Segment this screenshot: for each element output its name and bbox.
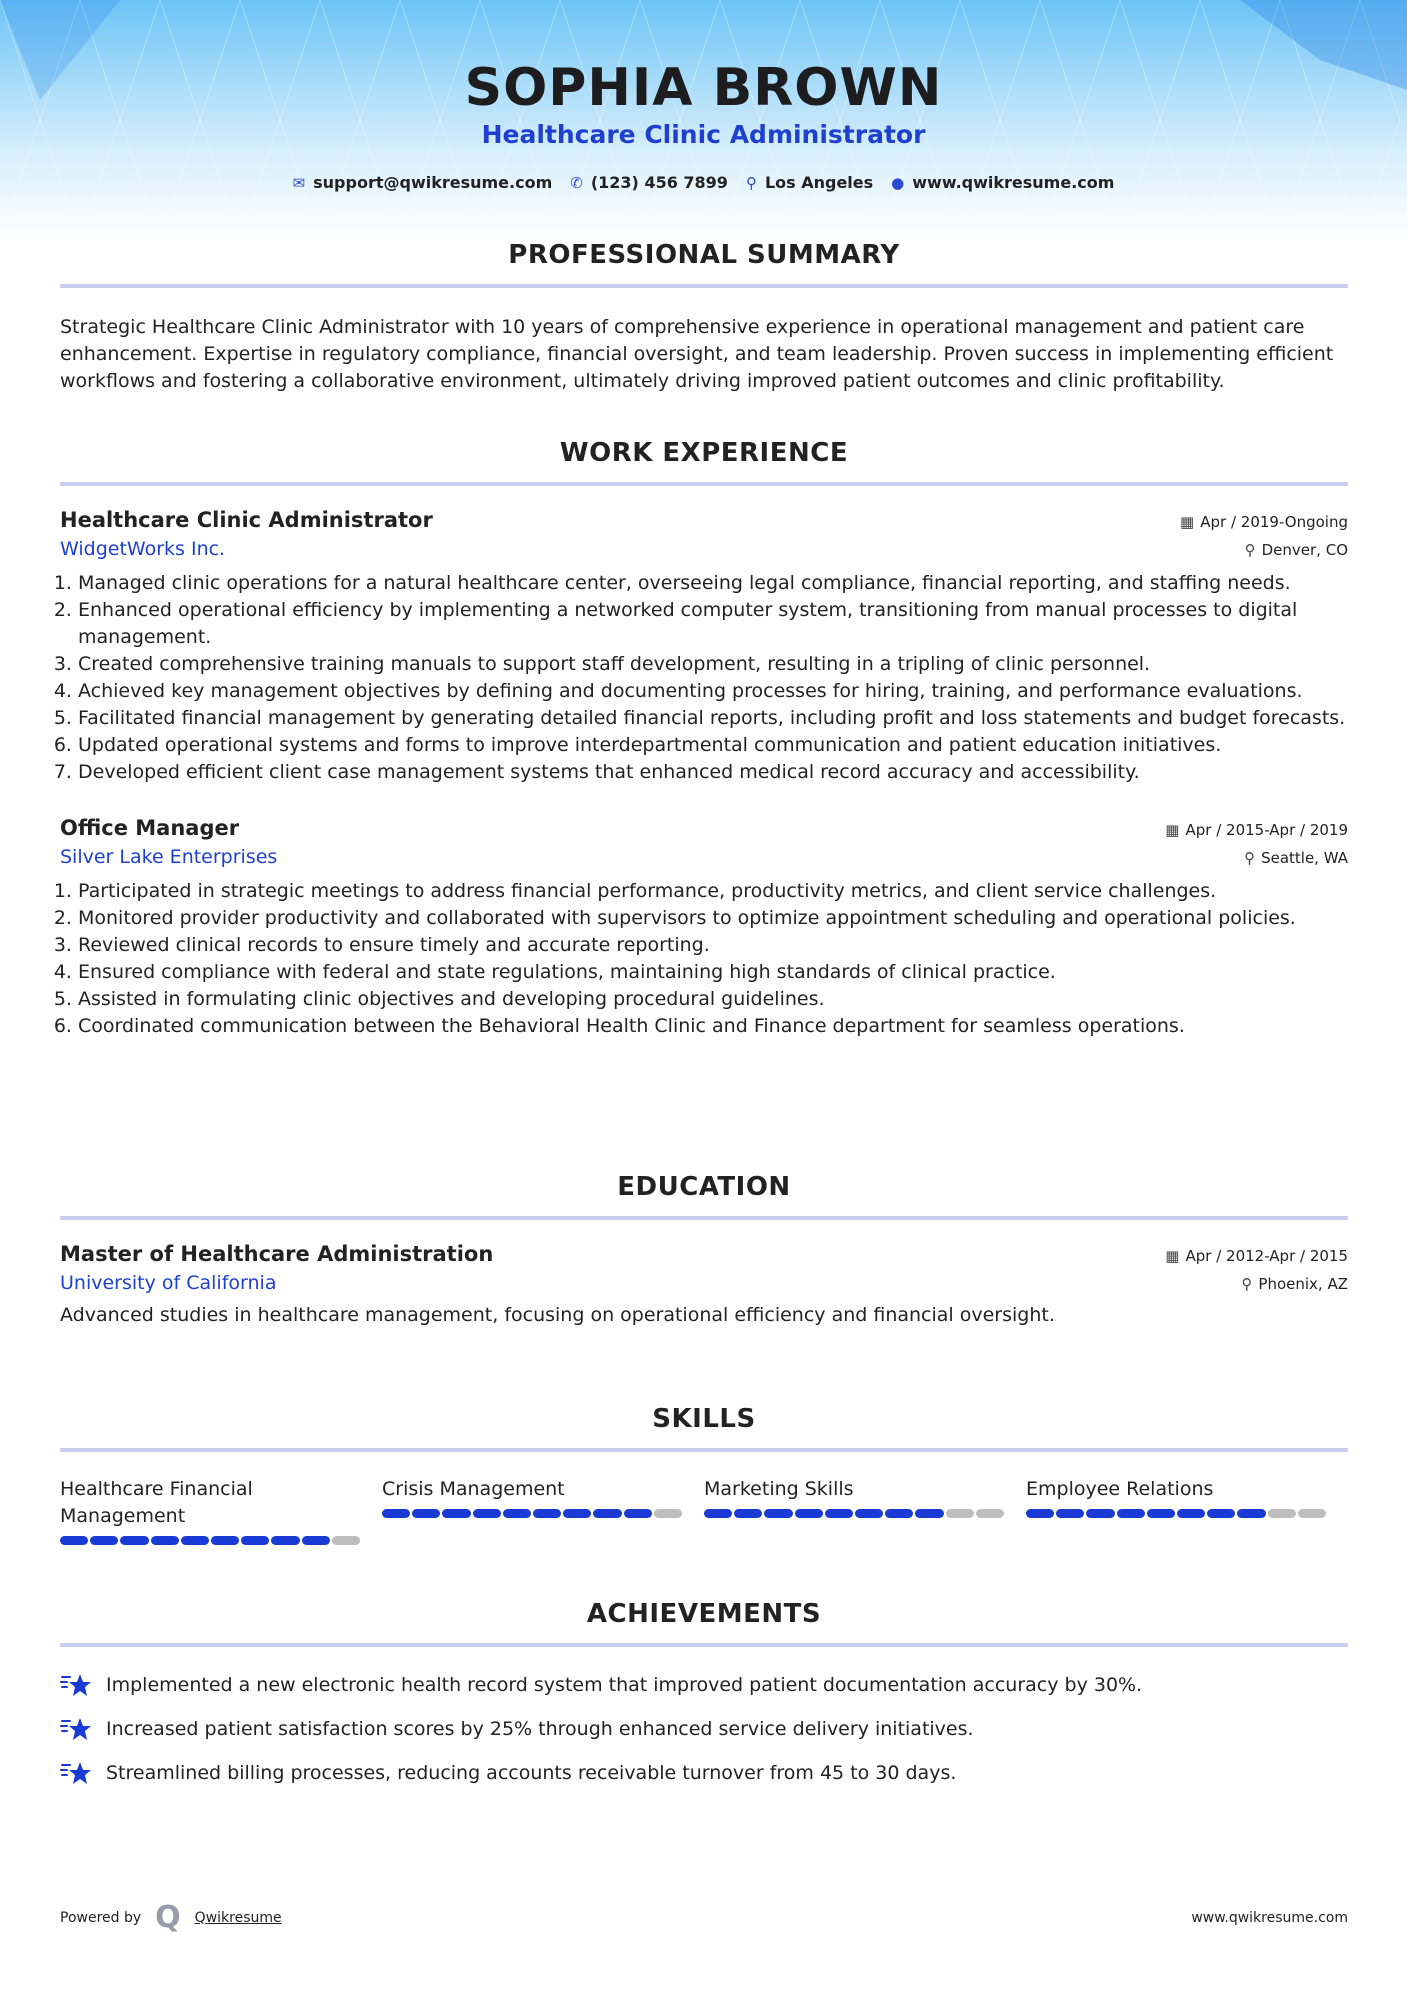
bullet-item: 4. Ensured compliance with federal and state regulations, maintaining high standards of clinical practice. xyxy=(78,959,1348,986)
skill-level-segment xyxy=(1086,1509,1114,1518)
candidate-name: SOPHIA BROWN xyxy=(464,58,943,118)
skill-level-segment xyxy=(473,1509,501,1518)
skill-level-segment xyxy=(946,1509,974,1518)
skills-section xyxy=(60,1404,1348,1545)
job-entry xyxy=(60,508,1348,786)
qwikresume-link[interactable]: Qwikresume xyxy=(194,1909,282,1926)
skill-level-segment xyxy=(885,1509,913,1518)
skill-item xyxy=(382,1476,704,1545)
skill-level-segment xyxy=(503,1509,531,1518)
skill-level-bar xyxy=(382,1509,682,1518)
skill-level-segment xyxy=(120,1536,148,1545)
achievement-text: Implemented a new electronic health record system that improved patient documentation accuracy by 30%. xyxy=(106,1674,1143,1696)
skill-level-segment xyxy=(1298,1509,1326,1518)
skill-level-segment xyxy=(563,1509,591,1518)
envelope-icon: ✉ xyxy=(292,174,306,192)
bullet-item: 1. Managed clinic operations for a natural healthcare center, overseeing legal compliance, financial reporting, and staffing needs. xyxy=(78,570,1348,597)
achievement-item xyxy=(60,1707,1348,1751)
skill-level-segment xyxy=(1268,1509,1296,1518)
skill-name: Healthcare Financial Management xyxy=(60,1478,253,1527)
section-divider xyxy=(60,1643,1348,1647)
header-banner xyxy=(0,0,1407,240)
education-section xyxy=(60,1172,1348,1329)
job-title: Office Manager xyxy=(60,816,240,840)
bullet-item: 5. Facilitated financial management by generating detailed financial reports, including profit and loss statements and budget forecasts. xyxy=(78,705,1348,732)
star-icon xyxy=(60,1715,92,1743)
phone-icon: ✆ xyxy=(570,174,583,192)
pin-icon: ⚲ xyxy=(1244,849,1256,867)
map-marker-icon: ⚲ xyxy=(745,174,757,192)
school: University of California xyxy=(60,1272,277,1294)
footer-website[interactable]: www.qwikresume.com xyxy=(1191,1909,1348,1926)
skill-level-segment xyxy=(412,1509,440,1518)
company-name: Silver Lake Enterprises xyxy=(60,846,278,868)
job-entry xyxy=(60,816,1348,1040)
skill-item xyxy=(1026,1476,1348,1545)
job-bullets xyxy=(60,878,1348,1040)
skill-name: Crisis Management xyxy=(382,1478,565,1500)
section-heading: EDUCATION xyxy=(617,1172,791,1202)
skill-level-segment xyxy=(624,1509,652,1518)
bullet-item: 6. Coordinated communication between the Behavioral Health Clinic and Finance department for seamless operations. xyxy=(78,1013,1348,1040)
section-divider xyxy=(60,1216,1348,1220)
pin-icon: ⚲ xyxy=(1244,541,1256,559)
bullet-item: 3. Created comprehensive training manuals to support staff development, resulting in a tripling of clinic personnel. xyxy=(78,651,1348,678)
job-location xyxy=(1244,849,1348,867)
skill-level-segment xyxy=(654,1509,682,1518)
skill-level-segment xyxy=(151,1536,179,1545)
section-heading: ACHIEVEMENTS xyxy=(586,1599,822,1629)
summary-text: Strategic Healthcare Clinic Administrator with 10 years of comprehensive experience in operational management and patient care enhancement. Expertise in regulatory compliance, financial oversight, and team leadership. Proven success in implementing efficient workflows and fostering a collaborative environment, ultimately driving improved patient outcomes and clinic profitability. xyxy=(60,316,1334,392)
location-text: Seattle, WA xyxy=(1261,849,1348,867)
skill-level-segment xyxy=(1207,1509,1235,1518)
skill-level-segment xyxy=(332,1536,360,1545)
skill-level-segment xyxy=(181,1536,209,1545)
skill-level-segment xyxy=(271,1536,299,1545)
bullet-item: 7. Developed efficient client case management systems that enhanced medical record accuracy and accessibility. xyxy=(78,759,1348,786)
skill-level-segment xyxy=(1177,1509,1205,1518)
skill-level-segment xyxy=(825,1509,853,1518)
footer xyxy=(60,1900,1348,1935)
qwikresume-logo: Q xyxy=(155,1900,181,1935)
contact-website[interactable] xyxy=(891,173,1114,192)
skill-level-segment xyxy=(211,1536,239,1545)
bullet-item: 4. Achieved key management objectives by defining and documenting processes for hiring, training, and performance evaluations. xyxy=(78,678,1348,705)
website-text: www.qwikresume.com xyxy=(912,173,1115,192)
section-heading: PROFESSIONAL SUMMARY xyxy=(508,240,900,270)
bullet-item: 1. Participated in strategic meetings to address financial performance, productivity metrics, and client service challenges. xyxy=(78,878,1348,905)
globe-icon: ● xyxy=(891,174,905,192)
education-location xyxy=(1241,1275,1348,1293)
section-divider xyxy=(60,482,1348,486)
powered-by-label: Powered by xyxy=(60,1909,142,1926)
calendar-icon: ▦ xyxy=(1180,513,1195,531)
dates-text: Apr / 2015-Apr / 2019 xyxy=(1185,821,1348,839)
skill-name: Marketing Skills xyxy=(704,1478,854,1500)
skill-level-segment xyxy=(1056,1509,1084,1518)
bullet-item: 3. Reviewed clinical records to ensure timely and accurate reporting. xyxy=(78,932,1348,959)
contact-bar xyxy=(0,173,1407,192)
skill-item xyxy=(60,1476,382,1545)
skill-level-bar xyxy=(1026,1509,1326,1518)
degree: Master of Healthcare Administration xyxy=(60,1242,494,1266)
dates-text: Apr / 2019-Ongoing xyxy=(1200,513,1348,531)
skill-level-segment xyxy=(704,1509,732,1518)
skill-level-segment xyxy=(795,1509,823,1518)
skill-level-segment xyxy=(60,1536,88,1545)
skill-level-segment xyxy=(442,1509,470,1518)
skill-level-segment xyxy=(302,1536,330,1545)
bullet-item: 5. Assisted in formulating clinic objectives and developing procedural guidelines. xyxy=(78,986,1348,1013)
summary-section xyxy=(60,240,1348,395)
section-heading: SKILLS xyxy=(652,1404,756,1434)
skill-level-segment xyxy=(241,1536,269,1545)
location-text: Los Angeles xyxy=(764,173,874,192)
job-dates xyxy=(1165,821,1348,839)
skill-level-segment xyxy=(1237,1509,1265,1518)
bullet-item: 6. Updated operational systems and forms to improve interdepartmental communication and patient education initiatives. xyxy=(78,732,1348,759)
candidate-title: Healthcare Clinic Administrator xyxy=(481,120,926,149)
skill-level-bar xyxy=(60,1536,360,1545)
education-description: Advanced studies in healthcare management, focusing on operational efficiency and financial oversight. xyxy=(60,1304,1055,1326)
skill-level-bar xyxy=(704,1509,1004,1518)
achievement-item xyxy=(60,1751,1348,1795)
skill-level-segment xyxy=(1117,1509,1145,1518)
skill-item xyxy=(704,1476,1026,1545)
skill-level-segment xyxy=(915,1509,943,1518)
job-title: Healthcare Clinic Administrator xyxy=(60,508,433,532)
work-section xyxy=(60,438,1348,1040)
skill-level-segment xyxy=(764,1509,792,1518)
job-location xyxy=(1245,541,1348,559)
achievements-section xyxy=(60,1599,1348,1795)
calendar-icon: ▦ xyxy=(1165,1247,1180,1265)
contact-phone[interactable] xyxy=(570,173,728,192)
skill-level-segment xyxy=(533,1509,561,1518)
bullet-item: 2. Enhanced operational efficiency by implementing a networked computer system, transitioning from manual processes to digital management. xyxy=(78,597,1348,651)
location-text: Phoenix, AZ xyxy=(1258,1275,1348,1293)
skill-level-segment xyxy=(855,1509,883,1518)
bullet-item: 2. Monitored provider productivity and collaborated with supervisors to optimize appointment scheduling and operational policies. xyxy=(78,905,1348,932)
company-name: WidgetWorks Inc. xyxy=(60,538,226,560)
section-divider xyxy=(60,1448,1348,1452)
star-icon xyxy=(60,1671,92,1699)
skill-level-segment xyxy=(382,1509,410,1518)
dates-text: Apr / 2012-Apr / 2015 xyxy=(1185,1247,1348,1265)
contact-location xyxy=(746,173,873,192)
star-icon xyxy=(60,1759,92,1787)
calendar-icon: ▦ xyxy=(1165,821,1180,839)
contact-email[interactable] xyxy=(293,173,553,192)
job-bullets xyxy=(60,570,1348,786)
location-text: Denver, CO xyxy=(1261,541,1348,559)
skill-level-segment xyxy=(976,1509,1004,1518)
skill-level-segment xyxy=(593,1509,621,1518)
skill-level-segment xyxy=(1026,1509,1054,1518)
skill-level-segment xyxy=(1147,1509,1175,1518)
skill-name: Employee Relations xyxy=(1026,1478,1214,1500)
achievement-item xyxy=(60,1663,1348,1707)
skill-level-segment xyxy=(90,1536,118,1545)
achievement-text: Streamlined billing processes, reducing accounts receivable turnover from 45 to 30 days. xyxy=(106,1762,957,1784)
email-text: support@qwikresume.com xyxy=(313,173,553,192)
achievement-text: Increased patient satisfaction scores by 25% through enhanced service delivery initiatives. xyxy=(106,1718,974,1740)
job-dates xyxy=(1180,513,1348,531)
education-dates xyxy=(1165,1247,1348,1265)
skill-level-segment xyxy=(734,1509,762,1518)
phone-text: (123) 456 7899 xyxy=(590,173,728,192)
section-divider xyxy=(60,284,1348,288)
pin-icon: ⚲ xyxy=(1241,1275,1253,1293)
section-heading: WORK EXPERIENCE xyxy=(559,438,849,468)
